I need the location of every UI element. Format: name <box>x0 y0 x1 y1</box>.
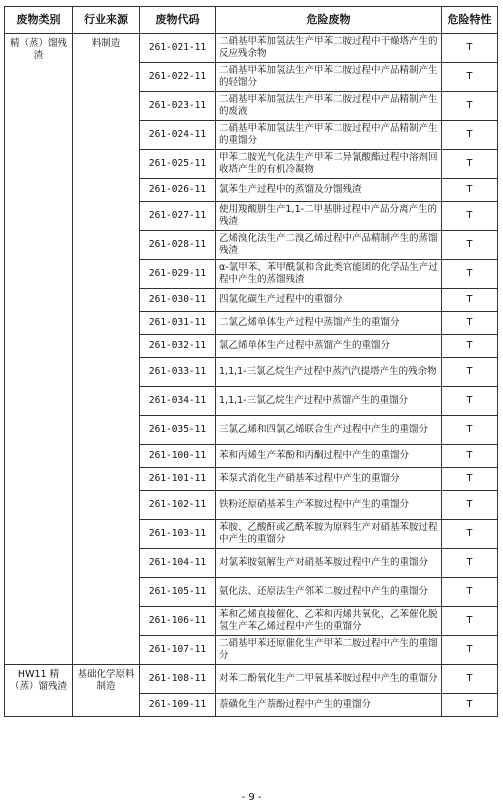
waste-description-cell: 苯胺、乙酸酐或乙酰苯胺为原料生产对硝基苯胺过程中产生的重馏分 <box>216 520 442 549</box>
hazard-property-cell: T <box>442 34 498 63</box>
waste-description-cell: 对氯苯胺氨解生产对硝基苯胺过程中产生的重馏分 <box>216 549 442 578</box>
category-cell: 精（蒸）馏残渣 <box>5 34 73 665</box>
source-cell: 基础化学原料制造 <box>73 665 140 717</box>
waste-code-cell: 261-034-11 <box>140 387 216 416</box>
hazard-property-cell: T <box>442 468 498 491</box>
waste-code-cell: 261-031-11 <box>140 312 216 335</box>
hazard-property-cell: T <box>442 150 498 179</box>
table-row <box>5 34 498 63</box>
hazard-property-cell: T <box>442 289 498 312</box>
header-code: 废物代码 <box>140 7 216 34</box>
header-category: 废物类别 <box>5 7 73 34</box>
hazard-property-cell: T <box>442 92 498 121</box>
waste-code-cell: 261-102-11 <box>140 491 216 520</box>
waste-description-cell: 氨化法、还原法生产邻苯二胺过程中产生的重馏分 <box>216 578 442 607</box>
header-waste: 危险废物 <box>216 7 442 34</box>
waste-code-cell: 261-104-11 <box>140 549 216 578</box>
document-page <box>4 6 497 717</box>
hazard-property-cell: T <box>442 312 498 335</box>
waste-description-cell: 二硝基甲苯加氢法生产甲苯二胺过程中产品精制产生的轻馏分 <box>216 63 442 92</box>
waste-code-cell: 261-032-11 <box>140 335 216 358</box>
waste-description-cell: 苯和乙烯直接催化、乙苯和丙烯共氧化、乙苯催化脱氢生产苯乙烯过程中产生的重馏分 <box>216 607 442 636</box>
waste-description-cell: 二硝基甲苯加氢法生产甲苯二胺过程中产品精制产生的重馏分 <box>216 121 442 150</box>
hazardous-waste-table <box>4 6 498 717</box>
header-source: 行业来源 <box>73 7 140 34</box>
table-row <box>5 665 498 694</box>
hazard-property-cell: T <box>442 63 498 92</box>
table-header-row <box>5 7 498 34</box>
waste-code-cell: 261-022-11 <box>140 63 216 92</box>
waste-code-cell: 261-035-11 <box>140 416 216 445</box>
waste-code-cell: 261-030-11 <box>140 289 216 312</box>
header-property: 危险特性 <box>442 7 498 34</box>
waste-code-cell: 261-029-11 <box>140 260 216 289</box>
hazard-property-cell: T <box>442 520 498 549</box>
waste-description-cell: 1,1,1-三氯乙烷生产过程中蒸汽汽提塔产生的残余物 <box>216 358 442 387</box>
waste-code-cell: 261-106-11 <box>140 607 216 636</box>
table-body <box>5 34 498 717</box>
waste-code-cell: 261-024-11 <box>140 121 216 150</box>
waste-code-cell: 261-108-11 <box>140 665 216 694</box>
waste-code-cell: 261-100-11 <box>140 445 216 468</box>
waste-code-cell: 261-109-11 <box>140 694 216 717</box>
waste-description-cell: 使用羧酸肼生产1,1-二甲基肼过程中产品分离产生的残渣 <box>216 202 442 231</box>
hazard-property-cell: T <box>442 694 498 717</box>
hazard-property-cell: T <box>442 387 498 416</box>
waste-description-cell: 对苯二酚氧化生产二甲氧基苯胺过程中产生的重馏分 <box>216 665 442 694</box>
page-number: - 9 - <box>241 792 262 803</box>
hazard-property-cell: T <box>442 202 498 231</box>
waste-code-cell: 261-028-11 <box>140 231 216 260</box>
waste-description-cell: 二硝基甲苯加氢法生产甲苯二胺过程中产品精制产生的废液 <box>216 92 442 121</box>
source-cell: 料制造 <box>73 34 140 665</box>
waste-description-cell: 苯和丙烯生产苯酚和丙酮过程中产生的重馏分 <box>216 445 442 468</box>
hazard-property-cell: T <box>442 549 498 578</box>
waste-code-cell: 261-023-11 <box>140 92 216 121</box>
waste-code-cell: 261-101-11 <box>140 468 216 491</box>
waste-description-cell: 苯泵式消化生产硝基苯过程中产生的重馏分 <box>216 468 442 491</box>
waste-code-cell: 261-033-11 <box>140 358 216 387</box>
waste-code-cell: 261-025-11 <box>140 150 216 179</box>
hazard-property-cell: T <box>442 491 498 520</box>
waste-description-cell: 1,1,1-三氯乙烷生产过程中蒸馏产生的重馏分 <box>216 387 442 416</box>
hazard-property-cell: T <box>442 578 498 607</box>
hazard-property-cell: T <box>442 121 498 150</box>
waste-description-cell: α-氯甲苯、苯甲酰氯和含此类官能团的化学品生产过程中产生的蒸馏残渣 <box>216 260 442 289</box>
hazard-property-cell: T <box>442 636 498 665</box>
hazard-property-cell: T <box>442 260 498 289</box>
category-cell: HW11 精（蒸）馏残渣 <box>5 665 73 717</box>
waste-description-cell: 二硝基甲苯还原催化生产甲苯二胺过程中产生的重馏分 <box>216 636 442 665</box>
waste-description-cell: 乙烯溴化法生产二溴乙烯过程中产品精制产生的蒸馏残渣 <box>216 231 442 260</box>
hazard-property-cell: T <box>442 416 498 445</box>
waste-description-cell: 铁粉还原硝基苯生产苯胺过程中产生的重馏分 <box>216 491 442 520</box>
waste-description-cell: 三氯乙烯和四氯乙烯联合生产过程中产生的重馏分 <box>216 416 442 445</box>
waste-code-cell: 261-026-11 <box>140 179 216 202</box>
hazard-property-cell: T <box>442 607 498 636</box>
waste-code-cell: 261-021-11 <box>140 34 216 63</box>
waste-description-cell: 二硝基甲苯加氢法生产甲苯二胺过程中干燥塔产生的反应残余物 <box>216 34 442 63</box>
waste-code-cell: 261-103-11 <box>140 520 216 549</box>
waste-code-cell: 261-107-11 <box>140 636 216 665</box>
hazard-property-cell: T <box>442 665 498 694</box>
hazard-property-cell: T <box>442 445 498 468</box>
waste-description-cell: 氯苯生产过程中的蒸馏及分馏残渣 <box>216 179 442 202</box>
waste-description-cell: 萘磺化生产萘酚过程中产生的重馏分 <box>216 694 442 717</box>
hazard-property-cell: T <box>442 231 498 260</box>
hazard-property-cell: T <box>442 179 498 202</box>
hazard-property-cell: T <box>442 358 498 387</box>
waste-code-cell: 261-105-11 <box>140 578 216 607</box>
waste-description-cell: 四氯化碳生产过程中的重馏分 <box>216 289 442 312</box>
waste-description-cell: 二氯乙烯单体生产过程中蒸馏产生的重馏分 <box>216 312 442 335</box>
waste-code-cell: 261-027-11 <box>140 202 216 231</box>
hazard-property-cell: T <box>442 335 498 358</box>
waste-description-cell: 氯乙烯单体生产过程中蒸馏产生的重馏分 <box>216 335 442 358</box>
waste-description-cell: 甲苯二胺光气化法生产甲苯二异氰酸酯过程中溶剂回收塔产生的有机冷凝物 <box>216 150 442 179</box>
